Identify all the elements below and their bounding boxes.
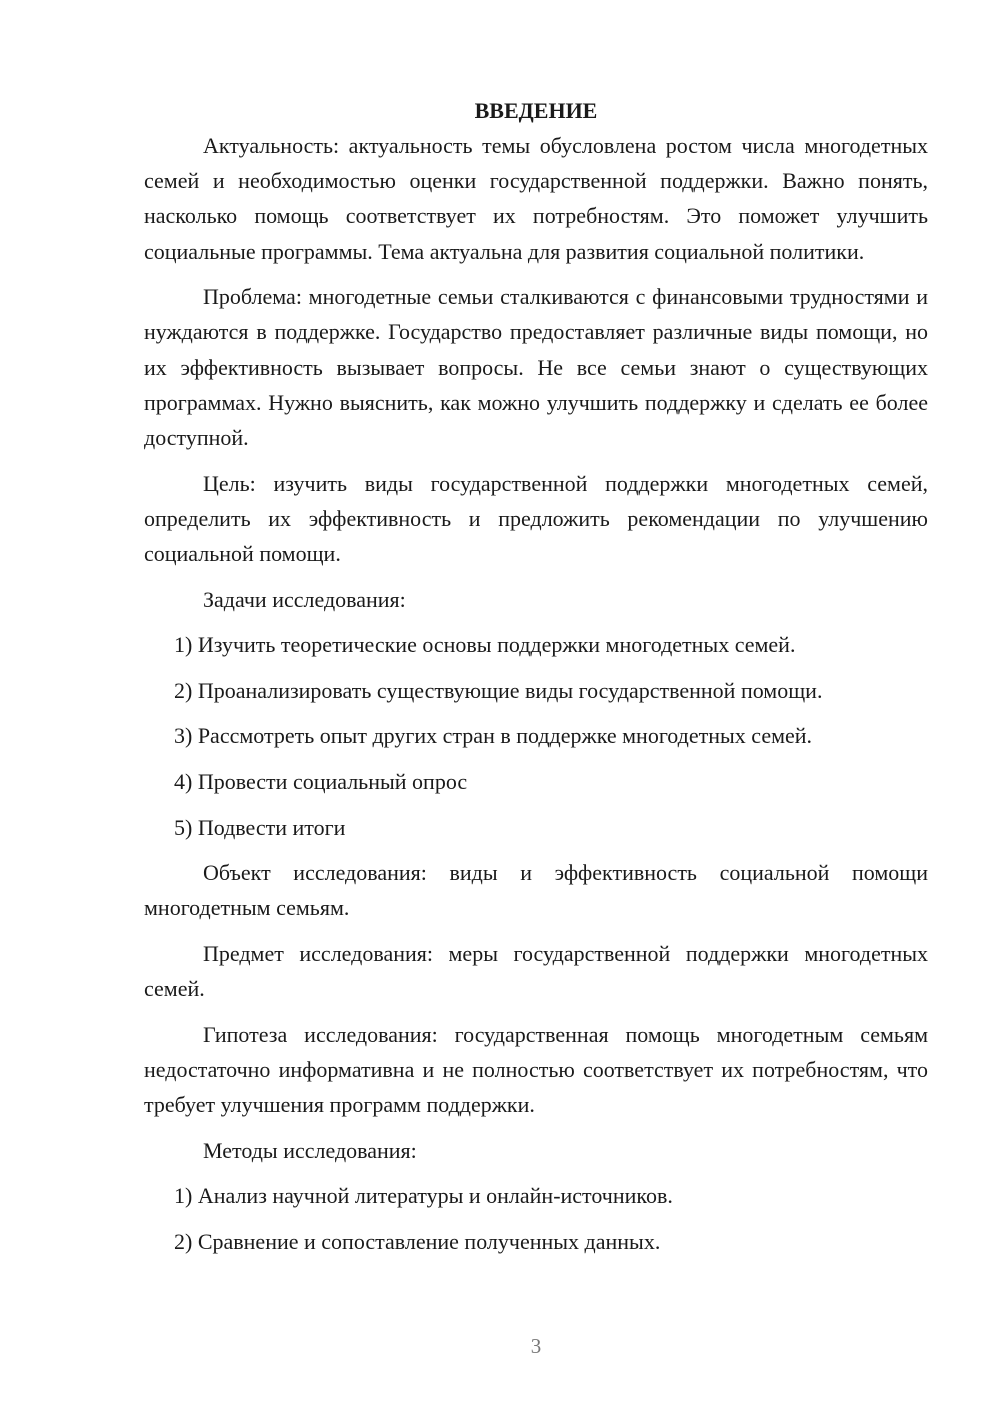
task-item: 4) Провести социальный опрос (174, 768, 468, 794)
tasks-title: Задачи исследования: (203, 586, 406, 612)
method-item: 1) Анализ научной литературы и онлайн-источников. (174, 1183, 673, 1209)
task-item: 5) Подвести итоги (174, 814, 346, 840)
task-item: 2) Проанализировать существующие виды государственной помощи. (174, 677, 823, 703)
methods-title: Методы исследования: (203, 1137, 417, 1163)
task-item: 1) Изучить теоретические основы поддержки многодетных семей. (174, 632, 796, 658)
task-item: 3) Рассмотреть опыт других стран в поддержке многодетных семей. (174, 723, 813, 749)
section-heading: ВВЕДЕНИЕ (474, 98, 598, 123)
relevance-paragraph: Актуальность: актуальность темы обусловлена ростом числа многодетных семей и необходимостью оценки государственной поддержки. Важно понять, насколько помощь соответствует их потребностям. Это поможет улучшить социальные программы. Тема актуальна для развития социальной политики. (144, 133, 928, 264)
object-paragraph: Объект исследования: виды и эффективность социальной помощи многодетным семьям. (144, 860, 928, 921)
problem-paragraph: Проблема: многодетные семьи сталкиваются с финансовыми трудностями и нуждаются в поддержке. Государство предоставляет различные виды помощи, но их эффективность вызывает вопросы. Не все семьи знают о существующих программах. Нужно выяснить, как можно улучшить поддержку и сделать ее более доступной. (144, 284, 928, 451)
method-item: 2) Сравнение и сопоставление полученных данных. (174, 1228, 661, 1254)
subject-paragraph: Предмет исследования: меры государственной поддержки многодетных семей. (144, 940, 928, 1002)
goal-paragraph: Цель: изучить виды государственной поддержки многодетных семей, определить их эффективность и предложить рекомендации по улучшению социальной помощи. (144, 470, 928, 567)
document-page (144, 93, 928, 1259)
hypothesis-paragraph: Гипотеза исследования: государственная помощь многодетным семьям недостаточно информативна и не полностью соответствует их потребностям, что требует улучшения программ поддержки. (144, 1021, 928, 1118)
page-number: 3 (530, 1334, 542, 1358)
